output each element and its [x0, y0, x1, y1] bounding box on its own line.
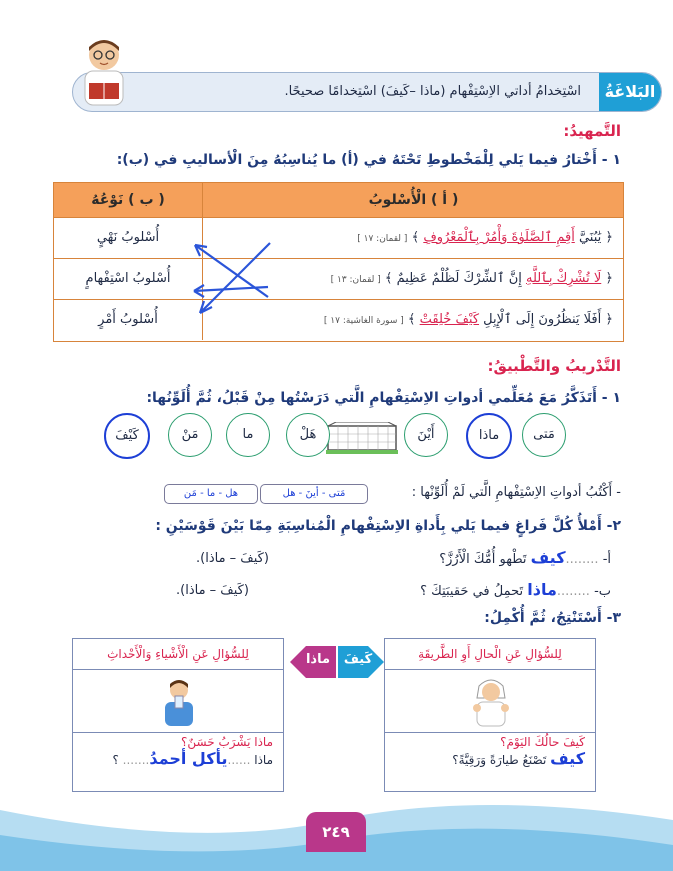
table-header — [54, 183, 623, 217]
fill-options-1: (كَيفَ – ماذا). — [196, 551, 269, 566]
verse-text: ﴾ — [411, 230, 424, 245]
answer-box[interactable]: مَتى - أينَ - هل — [260, 484, 368, 504]
table-row — [54, 258, 623, 299]
write-label: - أَكْتُبُ أدواتِ الاِسْتِفْهامِ الَّتي لَمْ أُلَوِّنْها : — [411, 485, 621, 500]
verse-text: ﴿ يَٰبُنَيَّ — [574, 230, 613, 245]
fill-sentence-1: أ- ........كيف تَطْهو أُمُّكَ الْأَرُزَّ؟ — [439, 548, 611, 567]
reading-boy-illustration — [71, 35, 137, 113]
boy-thumbs-up-illustration — [471, 674, 511, 728]
item-letter: أ- — [598, 552, 611, 567]
word-circle-colored[interactable]: ماذا — [466, 413, 512, 459]
verse-highlight: أَقِمِ ٱلصَّلَوٰةَ وَأْمُرْ بِٱلْمَعْرُوفِ — [423, 230, 575, 245]
verse-highlight: كَيْفَ خُلِقَتْ — [419, 312, 480, 327]
panel-what — [72, 638, 284, 792]
panel-title: لِلسُّؤالِ عَنِ الْأَشْياءِ وَالْأَحْداثِ — [73, 639, 283, 670]
col-b-header: ( ب ) نَوْعُهُ — [91, 192, 165, 208]
verse-highlight: لَا تُشْرِكْ بِٱللَّهِ — [525, 271, 602, 286]
sentence-text: ماذا — [250, 753, 273, 767]
table-row — [54, 299, 623, 340]
tamheed-title: التَّمهيدُ: — [563, 122, 621, 140]
word-circle[interactable]: هَلْ — [286, 413, 330, 457]
handwritten-answer[interactable]: يأكل أحمدُ — [149, 749, 228, 768]
practice-q1: ١ - أَتَذَكَّرُ مَعَ مُعَلِّمي أدواتِ الاِسْتِفْهامِ الَّتي دَرَسْتُها مِنْ قَبْلُ، ثُمَّ أُلَوِّنُها: — [146, 390, 621, 406]
verse-text: ﴿ — [601, 271, 613, 286]
handwritten-answer[interactable]: ماذا — [527, 580, 557, 599]
handwritten-answer[interactable]: كيف — [550, 749, 585, 768]
sentence-text: تَحمِلُ في حَقيبَتِكَ ؟ — [420, 584, 528, 599]
sentence-text: تَصْنَعُ طيارَةً وَرَقِيَّةً؟ — [452, 753, 551, 767]
boy-drinking-illustration — [159, 674, 199, 728]
verse-reference: [ لقمان: ١٣ ] — [330, 275, 381, 285]
panel-illustration-cell — [73, 670, 283, 733]
type-cell: أُسْلوبُ أَمْرٍ — [98, 312, 158, 327]
verse-text: إِنَّ ٱلشِّرْكَ لَظُلْمٌ عَظِيمٌ ﴾ — [384, 271, 526, 286]
lesson-header — [72, 72, 662, 112]
fill-sentence-2: ب- ........ماذا تَحمِلُ في حَقيبَتِكَ ؟ — [420, 580, 611, 599]
verse-reference: [ لقمان: ١٧ ] — [357, 234, 408, 244]
col-a-header: ( أ ) الْأُسْلوبُ — [368, 192, 459, 208]
sentence-text: ؟ — [112, 753, 123, 767]
table-row — [54, 217, 623, 258]
practice-q3: ٣- أَسْتَنْتِجُ، ثُمَّ أُكْمِلُ: — [484, 610, 621, 626]
page-number: ٢٤٩ — [306, 812, 366, 852]
word-circle[interactable]: ما — [226, 413, 270, 457]
practice-q2: ٢- أَمْلأُ كُلَّ فَراغٍ فيما يَلي بِأَداةِ الاِسْتِفْهامِ الْمُناسِبَةِ مِمّا بَيْنَ قَوْسَيْنِ : — [155, 518, 621, 534]
arrow-what: ماذا — [305, 652, 331, 667]
handwritten-answer[interactable]: كيف — [530, 548, 566, 567]
section-tag: البَلاغَةُ — [599, 73, 661, 111]
example-1: ماذا يَشْرَبُ حَسَنٌ؟ — [181, 735, 273, 749]
verse-text: ﴿ أَفَلَا يَنظُرُونَ إِلَى ٱلْإِبِلِ — [479, 312, 613, 327]
tamheed-question: ١ - أَخْتارُ فيما يَلي لِلْمَخْطوطِ تَحْتَهُ في (أ) ما يُناسِبُهُ مِنَ الْأساليبِ في (ب): — [116, 152, 621, 168]
panel-illustration-cell — [385, 670, 595, 733]
example-2: ماذا ......يأكل أحمدُ....... ؟ — [112, 749, 273, 768]
sentence-text: تَطْهو أُمُّكَ الْأَرُزَّ؟ — [439, 552, 531, 567]
fill-options-2: (كَيفَ – ماذا). — [176, 583, 249, 598]
answer-box[interactable]: هل - ما - مَن — [164, 484, 258, 504]
matching-table — [53, 182, 624, 342]
lesson-objective: اسْتِخدامُ أداتي الاِسْتِفْهام (ماذا –كَيفَ) اسْتِخدامًا صحيحًا. — [284, 84, 581, 99]
type-cell: أُسْلوبُ اسْتِفْهامٍ — [85, 271, 171, 286]
word-circle-colored[interactable]: كَيْفَ — [104, 413, 150, 459]
practice-title: التَّدْريبُ والتَّطْبيقُ: — [487, 357, 621, 375]
verse-text: ﴾ — [407, 312, 420, 327]
goal-net-illustration — [326, 422, 398, 454]
type-cell: أُسْلوبُ نَهْيٍ — [96, 230, 160, 245]
example-2 — [385, 749, 595, 768]
panel-title: لِلسُّؤالِ عَنِ الْحالِ أَوِ الطَّريقَةِ — [385, 639, 595, 670]
handwritten-matching-lines — [180, 225, 280, 335]
word-circle[interactable]: أَيْنَ — [404, 413, 448, 457]
verse-reference: [ سورة الغاشية: ١٧ ] — [323, 316, 404, 326]
example-1: كَيفَ حالُكَ اليَوْمَ؟ — [500, 735, 585, 749]
word-circle[interactable]: مَتى — [522, 413, 566, 457]
panel-how — [384, 638, 596, 792]
word-circle[interactable]: مَنْ — [168, 413, 212, 457]
arrow-how: كَيفَ — [343, 652, 373, 667]
item-letter: ب- — [589, 584, 611, 599]
